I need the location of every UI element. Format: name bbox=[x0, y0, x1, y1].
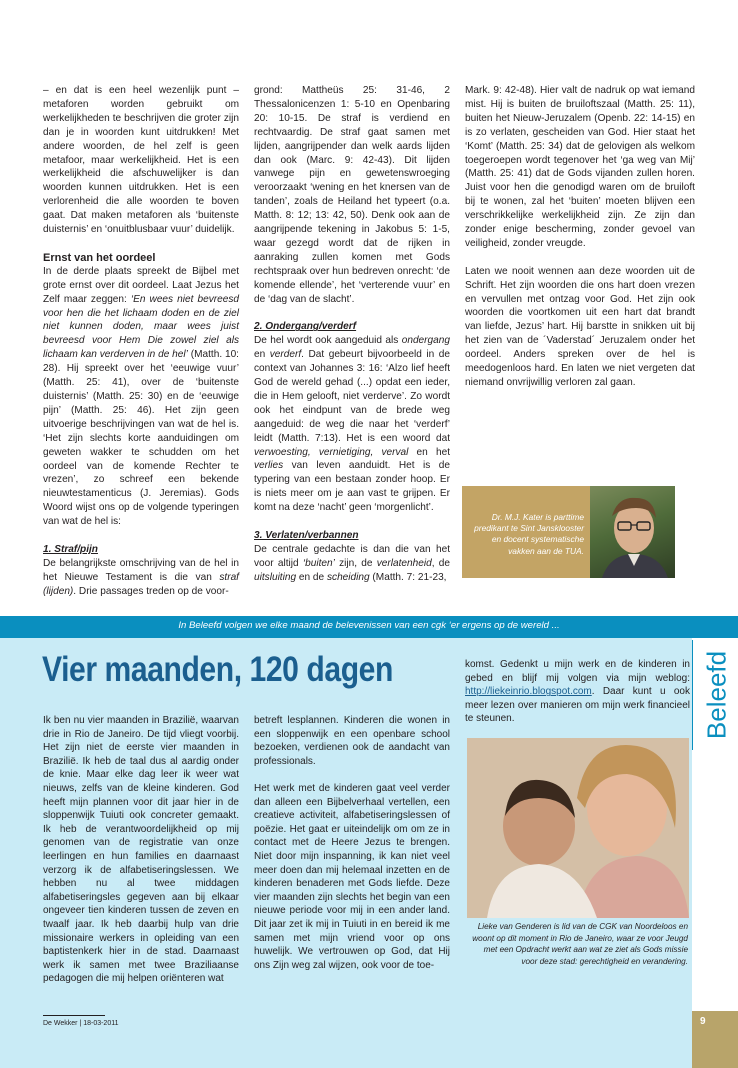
author-caption: Dr. M.J. Kater is parttime predikant te Sint Jansklooster en docent systematische vakken aan de TUA. bbox=[474, 512, 584, 556]
paragraph: Het werk met de kinderen gaat veel verder dan alleen een Bijbelverhaal vertellen, een creatieve activiteit, alfabetiseringslessen of poëzie. Het gaat er uiteindelijk om om ze in contact met de Heere Jezus te brengen. Niet door mijn inspanning, ik kan niet veel meer doen dan mij helemaal inzetten en de kinderen benaderen met Gods liefde. Deze vier maanden zijn slechts het begin van een nieuwe periode voor mij in een ander land. Dit jaar zet ik mij in Tuiuti in en bereid ik me samen met mijn vriend voor op ons huwelijk. We vertrouwen op God, dat Hij ons Zijn weg zal wijzen, ook voor de toe- bbox=[254, 782, 450, 971]
article-headline: Vier maanden, 120 dagen bbox=[42, 650, 393, 689]
top-column-2 bbox=[254, 84, 450, 585]
paragraph: 2. Ondergang/verderf De hel wordt ook aangeduid als ondergang en verderf. Dat gebeurt bijvoorbeeld in de context van Johannes 3: 16: ‘Alzo lief heeft God de wereld gehad (...) opdat een ieder, die in Hem gelooft, niet verderve’. Zo wordt ook het eindpunt van de brede weg aangeduid: de weg die naar het ‘verderf’ leidt (Matth. 7:13). Het is een woord dat verwoesting, vernietiging, verval en het verlies van leven aanduidt. Het is de typering van een bestaan zonder hoop. Er is niets meer om je aan vast te grijpen. Er komt na deze ‘nacht’ geen ‘morgenlicht’. bbox=[254, 321, 450, 514]
paragraph: Ik ben nu vier maanden in Brazilië, waarvan drie in Rio de Janeiro. De tijd vliegt voorbij. Het zijn niet de eerste vier maanden in Brazilië. Ik heb de taal dus al aardig onder de knie. Maar elke dag leer ik weer wat nieuws, zelfs van de kleine kinderen. God heeft mijn plannen voor dit jaar hier in de sloppenwijk Tuiuti ook concreter gemaakt. Ik heb de verantwoordelijkheid op mij genomen van de registratie van onze leerlingen en hun families en daarnaast verzorg ik de alfabetiseringslessen. We hebben nu al twee middagen alfabetiseringsles gegeven aan bij elkaar ongeveer tien kinderen tussen de zeven en twaalf jaar. Ik heb daarbij hulp van drie missionaire werkers in opleiding van een baptistenkerk hier in de stad. Daarnaast werk ik samen met twee Braziliaanse pedagogen die mij helpen oriënteren wat bbox=[43, 715, 239, 985]
side-rule bbox=[692, 640, 693, 750]
paragraph: 3. Verlaten/verbannen De centrale gedachte is dan die van het voor altijd ‘buiten’ zijn, de verlatenheid, de uitsluiting en de scheiding (Matth. 7: 21-23, bbox=[254, 529, 450, 583]
section-band-text: In Beleefd volgen we elke maand de belevenissen van een cgk ‘er ergens op de wereld ... bbox=[178, 620, 560, 631]
photo-caption: Lieke van Genderen is lid van de CGK van Noordeloos en woont op dit moment in Rio de Janeiro, waar ze voor Jeugd met een Opdracht werkt aan wat ze ziet als Gods missie voor deze stad: gerechtigheid en verandering. bbox=[472, 922, 688, 966]
top-column-3 bbox=[465, 84, 695, 404]
paragraph: 1. Straf/pijn De belangrijkste omschrijving van de hel in het Nieuwe Testament is die van straf (lijden). Drie passages treden op de voor- bbox=[43, 543, 239, 597]
subheading: 3. Verlaten/verbannen bbox=[254, 529, 359, 541]
lower-column-1 bbox=[43, 714, 239, 999]
section-heading: Ernst van het oordeel bbox=[43, 251, 156, 264]
photo-image bbox=[467, 738, 689, 918]
paragraph: komst. Gedenkt u mijn werk en de kinderen in gebed en blijf mij volgen via mijn weblog: http://liekeinrio.blogspot.com. Daar kunt u ook meer lezen over manieren om mijn werk financieel te steunen. bbox=[465, 659, 690, 725]
paragraph: – en dat is een heel wezenlijk punt – metaforen worden gebruikt om werkelijkheden te beschrijven die groter zijn dan je in woorden kunt uitdrukken! Met andere woorden, de hel zelf is geen metafoor, maar werkelijkheid. Het is een werkelijkheid die afschuwelijker is dan woorden kunnen uitdrukken. Het is een verlorenheid die alle woorden te boven gaat. Dat maken metaforen als ‘buitenste duisternis’ en ‘onuitblusbaar vuur’ duidelijk. bbox=[43, 85, 239, 236]
article-photo bbox=[467, 738, 689, 918]
page-number: 9 bbox=[700, 1016, 706, 1027]
page-number-tab bbox=[692, 1011, 738, 1068]
section-label: Beleefd bbox=[701, 650, 732, 740]
portrait-image bbox=[590, 486, 675, 578]
lower-column-2 bbox=[254, 714, 450, 986]
lower-column-3 bbox=[465, 658, 690, 740]
paragraph: In de derde plaats spreekt de Bijbel met grote ernst over dit oordeel. Laat Jezus het Zelf maar zeggen: ‘En wees niet bevreesd voor hen die het lichaam doden en de ziel niet kunnen doden, maar wees juist bevreesd voor Hem Die zowel ziel als lichaam kan verderven in de hel’ (Matth. 10: 28). Hij spreekt over het ‘eeuwige vuur’ (Matth. 25: 41), over de ‘buitenste duisternis’ (Matth. 25: 30) en de ‘eeuwige pijn’ (Matth. 25: 46). Het zijn geen uitvoerige beschrijvingen van wat de hel is. ‘Het zijn slechts korte aanduidingen om geweten wakker te schudden om het oordeel van de komende Rechter te vrezen’, zo schreef een bekende nieuwtestamenticus (J. Jeremias). Gods Woord wijst ons op de volgende typeringen van wat de hel is: bbox=[43, 265, 239, 528]
weblog-link[interactable]: http://liekeinrio.blogspot.com bbox=[465, 686, 592, 698]
paragraph: betreft lesplannen. Kinderen die wonen in een sloppenwijk en een openbare school bezoeken, verdienen ook de aandacht van professionals. bbox=[254, 715, 450, 767]
top-column-1 bbox=[43, 84, 239, 599]
paragraph: Mark. 9: 42-48). Hier valt de nadruk op wat iemand mist. Hij is buiten de bruiloftszaal (Matth. 25: 11), buiten het Nieuw-Jeruzalem (Openb. 22: 14-15) en is zo verlaten, gescheiden van God. Hier staat het ‘Komt’ (Matth. 25: 34) dat de gelovigen als welkom toegeroepen wordt tegenover het ‘ga weg van Mij’ (Matth. 25: 41) dat de Gods vijanden zullen horen. Juist voor hen die genodigd waren om de bruiloft bij te wonen, zal het ‘buiten’ moeten blijven een verschrikkelijke werkelijkheid zijn. Ze zijn dan zonder enige bescherming, zonder gevoel van veiligheid, zonder vreugde. bbox=[465, 85, 695, 249]
subheading: 1. Straf/pijn bbox=[43, 543, 98, 555]
subheading: 2. Ondergang/verderf bbox=[254, 321, 357, 333]
paragraph: Laten we nooit wennen aan deze woorden uit de Schrift. Het zijn woorden die ons hart doen vrezen en vervullen met ontzag voor God. Het zijn ook woorden die voortkomen uit een hart dat brandt van liefde, Jezus’ hart. Hij barstte in snikken uit bij het zien van de ´Vaderstad´ Jeruzalem onder het oordeel. Anders spreken over de hel is meedogenloos hard. En laten we niet vergeten dat niemand onvrijwillig verloren zal gaan. bbox=[465, 265, 695, 389]
author-photo bbox=[590, 486, 675, 578]
footer-publication: De Wekker | 18-03-2011 bbox=[43, 1020, 119, 1027]
bible-quote: ‘En wees niet bevreesd voor hen die het lichaam doden en de ziel niet kunnen doden, maar wees juist bevreesd voor Hem Die zowel ziel als lichaam kan verderven in de hel’ bbox=[43, 293, 239, 361]
footer-rule bbox=[43, 1015, 105, 1016]
paragraph: grond: Mattheüs 25: 31-46, 2 Thessalonicenzen 1: 5-10 en Openbaring 20: 10-15. De straf is verdiend en rechtvaardig. De straf gaat samen met lijden, aangrijpender dan welk aards lijden dan ook (Marc. 9: 42-43). Dit lijden vanwege pijn en gewetenswroeging veroorzaakt ‘wening en het knersen van de tanden’, zoals de Heiland het typeert (o.a. Matth. 8: 12; 13: 42, 50). Denk ook aan de aangrijpende tekening in Jakobus 5: 1-5, waar gezegd wordt dat de rijken in aanraking zullen komen met Gods rechtspraak over hun bedreven onrecht: ‘de komende ellende’, het ‘verterende vuur’ en de ‘dag van de slacht’. bbox=[254, 85, 450, 305]
